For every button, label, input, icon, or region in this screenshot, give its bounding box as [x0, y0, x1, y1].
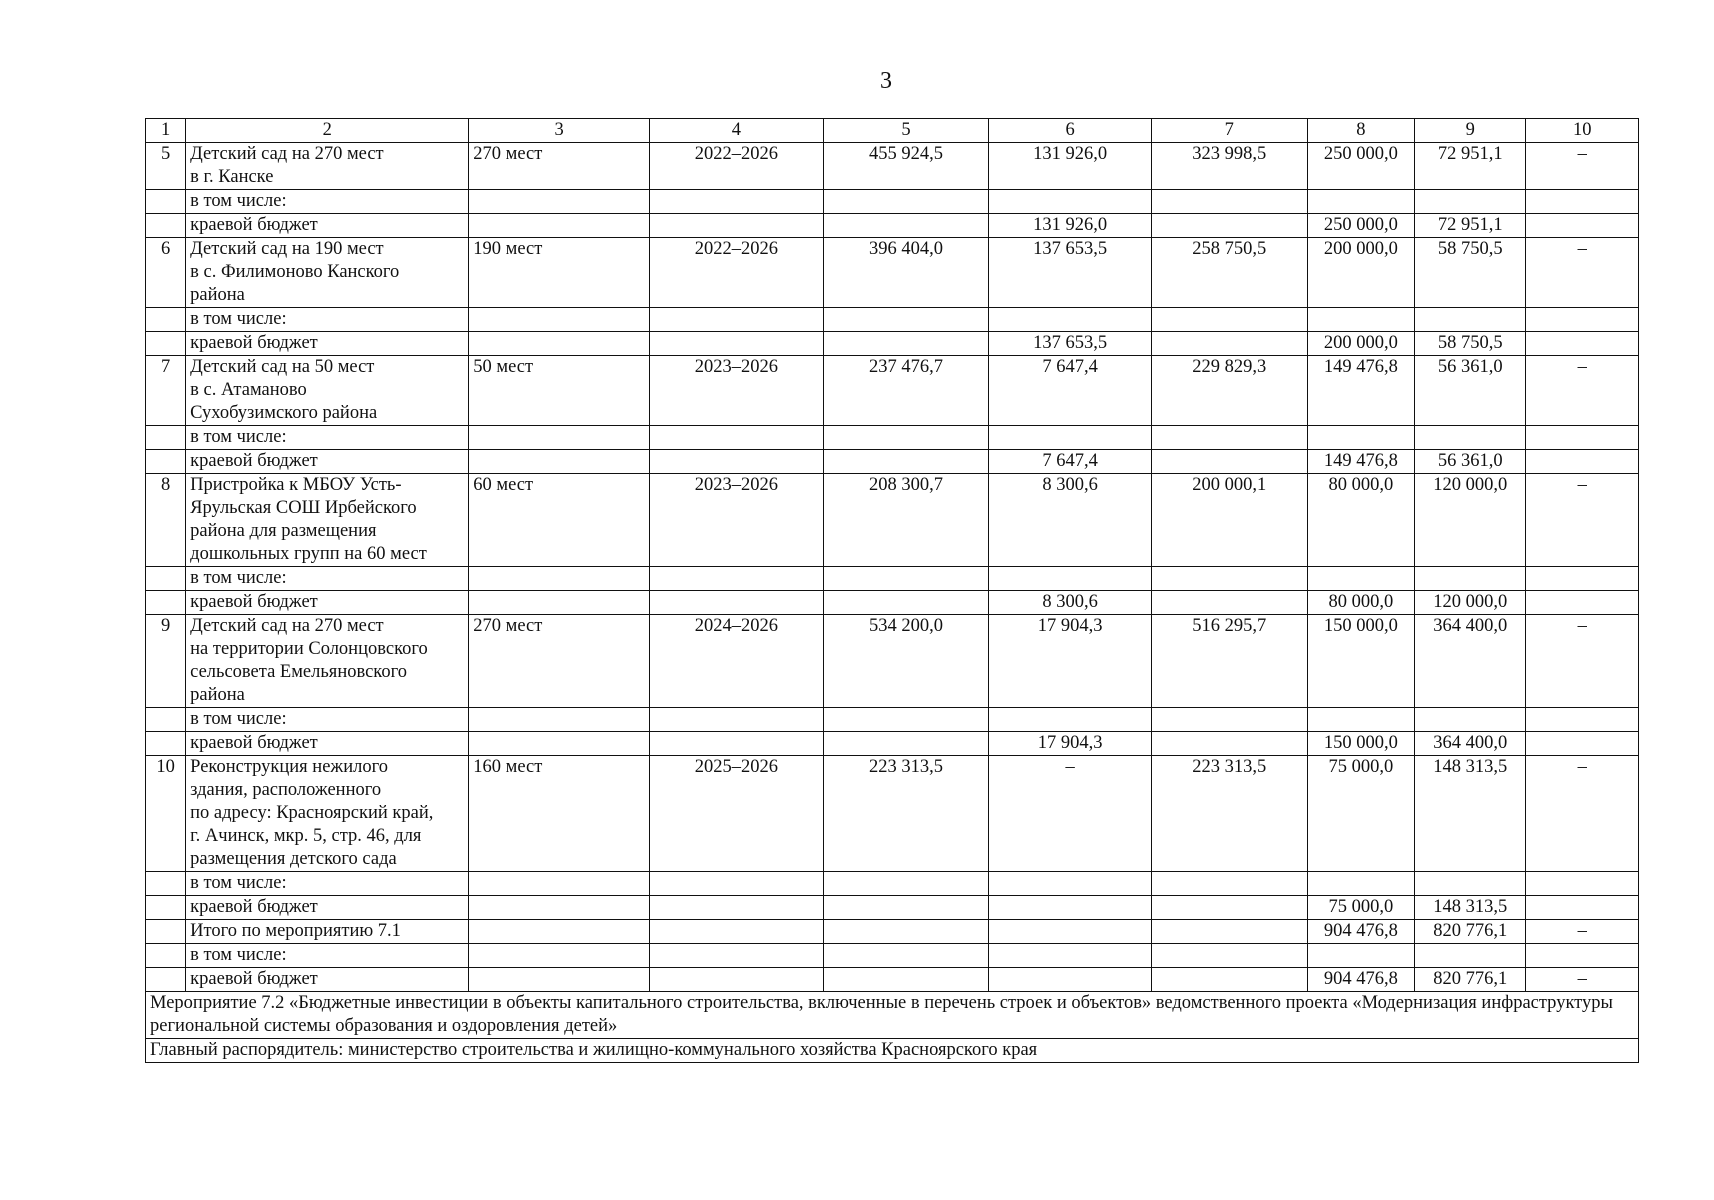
remaining-cost-cell [1151, 968, 1307, 992]
year-2027-amount-cell: – [1526, 920, 1639, 944]
total-cost-cell: 534 200,0 [823, 615, 989, 708]
row-number-cell: 5 [146, 143, 186, 190]
year-2027-amount-cell [1526, 190, 1639, 214]
funds-spent-cell: 131 926,0 [989, 214, 1152, 238]
row-number-cell [146, 732, 186, 756]
total-cost-cell [823, 968, 989, 992]
period-cell [650, 308, 824, 332]
object-name-cell: в том числе: [186, 190, 469, 214]
object-name-cell: в том числе: [186, 567, 469, 591]
remaining-cost-cell [1151, 450, 1307, 474]
funds-spent-cell [989, 708, 1152, 732]
period-cell [650, 332, 824, 356]
funds-spent-cell [989, 944, 1152, 968]
table-body [146, 119, 1639, 992]
capacity-cell: 270 мест [469, 615, 650, 708]
capacity-cell [469, 308, 650, 332]
remaining-cost-cell: 516 295,7 [1151, 615, 1307, 708]
total-cost-cell: 208 300,7 [823, 474, 989, 567]
capacity-cell [469, 591, 650, 615]
funds-spent-cell: 8 300,6 [989, 474, 1152, 567]
row-number-cell: 6 [146, 238, 186, 308]
column-number: 4 [650, 119, 824, 143]
row-number-cell: 10 [146, 756, 186, 872]
table-row [146, 920, 1639, 944]
row-number-cell [146, 896, 186, 920]
table-row [146, 214, 1639, 238]
column-number: 9 [1415, 119, 1526, 143]
table-row [146, 708, 1639, 732]
capacity-cell [469, 944, 650, 968]
capacity-cell [469, 332, 650, 356]
object-name-cell: краевой бюджет [186, 968, 469, 992]
column-number: 5 [823, 119, 989, 143]
object-name-cell: Итого по мероприятию 7.1 [186, 920, 469, 944]
table-row [146, 474, 1639, 567]
period-cell: 2022–2026 [650, 238, 824, 308]
column-number: 10 [1526, 119, 1639, 143]
total-cost-cell: 237 476,7 [823, 356, 989, 426]
row-number-cell [146, 920, 186, 944]
year-2026-amount-cell: 56 361,0 [1415, 356, 1526, 426]
object-name-cell: в том числе: [186, 308, 469, 332]
period-cell: 2023–2026 [650, 356, 824, 426]
total-cost-cell [823, 944, 989, 968]
capacity-cell [469, 708, 650, 732]
row-number-cell [146, 968, 186, 992]
total-cost-cell [823, 896, 989, 920]
column-number: 1 [146, 119, 186, 143]
row-number-cell [146, 308, 186, 332]
period-cell [650, 732, 824, 756]
year-2026-amount-cell: 148 313,5 [1415, 756, 1526, 872]
table-row [146, 450, 1639, 474]
period-cell [650, 896, 824, 920]
row-number-cell [146, 567, 186, 591]
total-cost-cell [823, 732, 989, 756]
column-number: 7 [1151, 119, 1307, 143]
capacity-cell [469, 968, 650, 992]
year-2025-amount-cell: 200 000,0 [1307, 238, 1414, 308]
funds-spent-cell [989, 872, 1152, 896]
column-number: 8 [1307, 119, 1414, 143]
year-2027-amount-cell: – [1526, 474, 1639, 567]
year-2026-amount-cell [1415, 567, 1526, 591]
object-name-cell: в том числе: [186, 872, 469, 896]
table-row [146, 944, 1639, 968]
year-2026-amount-cell [1415, 708, 1526, 732]
object-name-cell: Детский сад на 50 мест в с. Атаманово Сухобузимского района [186, 356, 469, 426]
year-2027-amount-cell: – [1526, 238, 1639, 308]
table-row [146, 732, 1639, 756]
year-2025-amount-cell: 75 000,0 [1307, 756, 1414, 872]
funds-spent-cell: 131 926,0 [989, 143, 1152, 190]
remaining-cost-cell: 323 998,5 [1151, 143, 1307, 190]
table-row [146, 356, 1639, 426]
table-row [146, 238, 1639, 308]
year-2025-amount-cell: 904 476,8 [1307, 968, 1414, 992]
funds-spent-cell: 137 653,5 [989, 332, 1152, 356]
table-row [146, 190, 1639, 214]
column-number-row [146, 119, 1639, 143]
funds-spent-cell: 17 904,3 [989, 732, 1152, 756]
remaining-cost-cell [1151, 308, 1307, 332]
total-cost-cell [823, 708, 989, 732]
object-name-cell: в том числе: [186, 944, 469, 968]
capacity-cell [469, 920, 650, 944]
year-2027-amount-cell [1526, 567, 1639, 591]
year-2027-amount-cell [1526, 426, 1639, 450]
year-2025-amount-cell: 150 000,0 [1307, 732, 1414, 756]
total-cost-cell: 455 924,5 [823, 143, 989, 190]
table-row [146, 143, 1639, 190]
table-row [146, 426, 1639, 450]
object-name-cell: в том числе: [186, 708, 469, 732]
remaining-cost-cell [1151, 567, 1307, 591]
remaining-cost-cell [1151, 332, 1307, 356]
period-cell [650, 872, 824, 896]
year-2027-amount-cell [1526, 308, 1639, 332]
funds-spent-cell [989, 896, 1152, 920]
year-2025-amount-cell: 80 000,0 [1307, 591, 1414, 615]
period-cell [650, 968, 824, 992]
row-number-cell: 7 [146, 356, 186, 426]
capacity-cell [469, 567, 650, 591]
funds-spent-cell: 7 647,4 [989, 356, 1152, 426]
year-2027-amount-cell [1526, 872, 1639, 896]
funds-spent-cell [989, 968, 1152, 992]
period-cell [650, 708, 824, 732]
year-2027-amount-cell [1526, 708, 1639, 732]
object-name-cell: краевой бюджет [186, 591, 469, 615]
funds-spent-cell: 8 300,6 [989, 591, 1152, 615]
row-number-cell [146, 214, 186, 238]
row-number-cell [146, 591, 186, 615]
remaining-cost-cell: 258 750,5 [1151, 238, 1307, 308]
remaining-cost-cell: 223 313,5 [1151, 756, 1307, 872]
remaining-cost-cell: 200 000,1 [1151, 474, 1307, 567]
year-2027-amount-cell: – [1526, 968, 1639, 992]
year-2025-amount-cell [1307, 426, 1414, 450]
table-row [146, 591, 1639, 615]
remaining-cost-cell [1151, 920, 1307, 944]
funds-spent-cell [989, 567, 1152, 591]
year-2026-amount-cell: 820 776,1 [1415, 968, 1526, 992]
year-2026-amount-cell [1415, 190, 1526, 214]
year-2025-amount-cell: 75 000,0 [1307, 896, 1414, 920]
period-cell [650, 591, 824, 615]
table-row [146, 615, 1639, 708]
year-2025-amount-cell [1307, 567, 1414, 591]
year-2027-amount-cell: – [1526, 143, 1639, 190]
remaining-cost-cell [1151, 591, 1307, 615]
capacity-cell [469, 426, 650, 450]
total-cost-cell [823, 190, 989, 214]
remaining-cost-cell [1151, 708, 1307, 732]
table-row [146, 332, 1639, 356]
period-cell [650, 214, 824, 238]
funds-spent-cell: 17 904,3 [989, 615, 1152, 708]
year-2026-amount-cell: 120 000,0 [1415, 591, 1526, 615]
remaining-cost-cell [1151, 732, 1307, 756]
year-2027-amount-cell: – [1526, 756, 1639, 872]
object-name-cell: Детский сад на 190 мест в с. Филимоново Канского района [186, 238, 469, 308]
year-2025-amount-cell: 80 000,0 [1307, 474, 1414, 567]
capacity-cell: 190 мест [469, 238, 650, 308]
table-row [146, 872, 1639, 896]
object-name-cell: краевой бюджет [186, 214, 469, 238]
remaining-cost-cell [1151, 944, 1307, 968]
funds-spent-cell [989, 920, 1152, 944]
funds-spent-cell: – [989, 756, 1152, 872]
row-number-cell [146, 332, 186, 356]
year-2027-amount-cell: – [1526, 615, 1639, 708]
year-2027-amount-cell: – [1526, 356, 1639, 426]
row-number-cell [146, 426, 186, 450]
year-2025-amount-cell: 250 000,0 [1307, 143, 1414, 190]
year-2025-amount-cell: 904 476,8 [1307, 920, 1414, 944]
row-number-cell: 8 [146, 474, 186, 567]
object-name-cell: краевой бюджет [186, 332, 469, 356]
remaining-cost-cell [1151, 872, 1307, 896]
capacity-cell [469, 732, 650, 756]
period-cell [650, 920, 824, 944]
main-manager-text: Главный распорядитель: министерство строительства и жилищно-коммунального хозяйства Красноярского края [146, 1039, 1639, 1063]
period-cell [650, 944, 824, 968]
remaining-cost-cell [1151, 426, 1307, 450]
period-cell [650, 190, 824, 214]
total-cost-cell [823, 332, 989, 356]
year-2026-amount-cell: 120 000,0 [1415, 474, 1526, 567]
capacity-cell [469, 896, 650, 920]
year-2026-amount-cell: 148 313,5 [1415, 896, 1526, 920]
funds-spent-cell: 137 653,5 [989, 238, 1152, 308]
funds-spent-cell [989, 190, 1152, 214]
year-2026-amount-cell [1415, 308, 1526, 332]
total-cost-cell: 396 404,0 [823, 238, 989, 308]
year-2027-amount-cell [1526, 214, 1639, 238]
row-number-cell [146, 708, 186, 732]
year-2026-amount-cell: 58 750,5 [1415, 238, 1526, 308]
year-2025-amount-cell [1307, 872, 1414, 896]
period-cell: 2022–2026 [650, 143, 824, 190]
capacity-cell [469, 450, 650, 474]
table-row [146, 756, 1639, 872]
period-cell [650, 426, 824, 450]
table-row [146, 968, 1639, 992]
row-number-cell [146, 872, 186, 896]
column-number: 2 [186, 119, 469, 143]
total-cost-cell [823, 872, 989, 896]
remaining-cost-cell: 229 829,3 [1151, 356, 1307, 426]
year-2025-amount-cell [1307, 190, 1414, 214]
total-cost-cell [823, 920, 989, 944]
year-2026-amount-cell: 72 951,1 [1415, 143, 1526, 190]
object-name-cell: в том числе: [186, 426, 469, 450]
year-2026-amount-cell: 364 400,0 [1415, 732, 1526, 756]
year-2026-amount-cell: 56 361,0 [1415, 450, 1526, 474]
object-name-cell: краевой бюджет [186, 450, 469, 474]
total-cost-cell [823, 214, 989, 238]
funds-spent-cell: 7 647,4 [989, 450, 1152, 474]
year-2027-amount-cell [1526, 332, 1639, 356]
year-2027-amount-cell [1526, 450, 1639, 474]
period-cell [650, 567, 824, 591]
period-cell: 2025–2026 [650, 756, 824, 872]
capacity-cell: 50 мест [469, 356, 650, 426]
remaining-cost-cell [1151, 190, 1307, 214]
total-cost-cell [823, 308, 989, 332]
object-name-cell: Детский сад на 270 мест в г. Канске [186, 143, 469, 190]
object-name-cell: краевой бюджет [186, 896, 469, 920]
year-2027-amount-cell [1526, 896, 1639, 920]
remaining-cost-cell [1151, 214, 1307, 238]
funds-spent-cell [989, 308, 1152, 332]
year-2025-amount-cell [1307, 708, 1414, 732]
year-2027-amount-cell [1526, 591, 1639, 615]
capacity-cell [469, 872, 650, 896]
year-2027-amount-cell [1526, 944, 1639, 968]
total-cost-cell [823, 450, 989, 474]
year-2025-amount-cell: 200 000,0 [1307, 332, 1414, 356]
total-cost-cell: 223 313,5 [823, 756, 989, 872]
budget-table [145, 118, 1639, 1063]
total-cost-cell [823, 591, 989, 615]
year-2026-amount-cell [1415, 426, 1526, 450]
year-2025-amount-cell: 150 000,0 [1307, 615, 1414, 708]
object-name-cell: Пристройка к МБОУ Усть- Ярульская СОШ Ирбейского района для размещения дошкольных групп на 60 мест [186, 474, 469, 567]
column-number: 6 [989, 119, 1152, 143]
row-number-cell [146, 450, 186, 474]
period-cell: 2023–2026 [650, 474, 824, 567]
year-2025-amount-cell: 149 476,8 [1307, 356, 1414, 426]
row-number-cell [146, 190, 186, 214]
year-2026-amount-cell: 58 750,5 [1415, 332, 1526, 356]
period-cell [650, 450, 824, 474]
page-number: 3 [880, 68, 892, 94]
year-2025-amount-cell: 149 476,8 [1307, 450, 1414, 474]
year-2026-amount-cell [1415, 872, 1526, 896]
table-row [146, 896, 1639, 920]
year-2026-amount-cell: 72 951,1 [1415, 214, 1526, 238]
row-number-cell: 9 [146, 615, 186, 708]
year-2026-amount-cell: 364 400,0 [1415, 615, 1526, 708]
measure-7-2-row [146, 992, 1639, 1039]
total-cost-cell [823, 426, 989, 450]
year-2025-amount-cell [1307, 944, 1414, 968]
row-number-cell [146, 944, 186, 968]
measure-7-2-text: Мероприятие 7.2 «Бюджетные инвестиции в объекты капитального строительства, включенные в перечень строек и объектов» ведомственного проекта «Модернизация инфраструктуры региональной системы образования и оздоровления детей» [146, 992, 1639, 1039]
year-2026-amount-cell: 820 776,1 [1415, 920, 1526, 944]
capacity-cell: 160 мест [469, 756, 650, 872]
capacity-cell: 270 мест [469, 143, 650, 190]
table-row [146, 567, 1639, 591]
object-name-cell: Детский сад на 270 мест на территории Солонцовского сельсовета Емельяновского района [186, 615, 469, 708]
capacity-cell: 60 мест [469, 474, 650, 567]
main-manager-row [146, 1039, 1639, 1063]
column-number: 3 [469, 119, 650, 143]
period-cell: 2024–2026 [650, 615, 824, 708]
year-2026-amount-cell [1415, 944, 1526, 968]
year-2025-amount-cell: 250 000,0 [1307, 214, 1414, 238]
capacity-cell [469, 214, 650, 238]
funds-spent-cell [989, 426, 1152, 450]
remaining-cost-cell [1151, 896, 1307, 920]
total-cost-cell [823, 567, 989, 591]
object-name-cell: краевой бюджет [186, 732, 469, 756]
object-name-cell: Реконструкция нежилого здания, расположенного по адресу: Красноярский край, г. Ачинск, мкр. 5, стр. 46, для размещения детского сада [186, 756, 469, 872]
year-2027-amount-cell [1526, 732, 1639, 756]
year-2025-amount-cell [1307, 308, 1414, 332]
capacity-cell [469, 190, 650, 214]
table-row [146, 308, 1639, 332]
